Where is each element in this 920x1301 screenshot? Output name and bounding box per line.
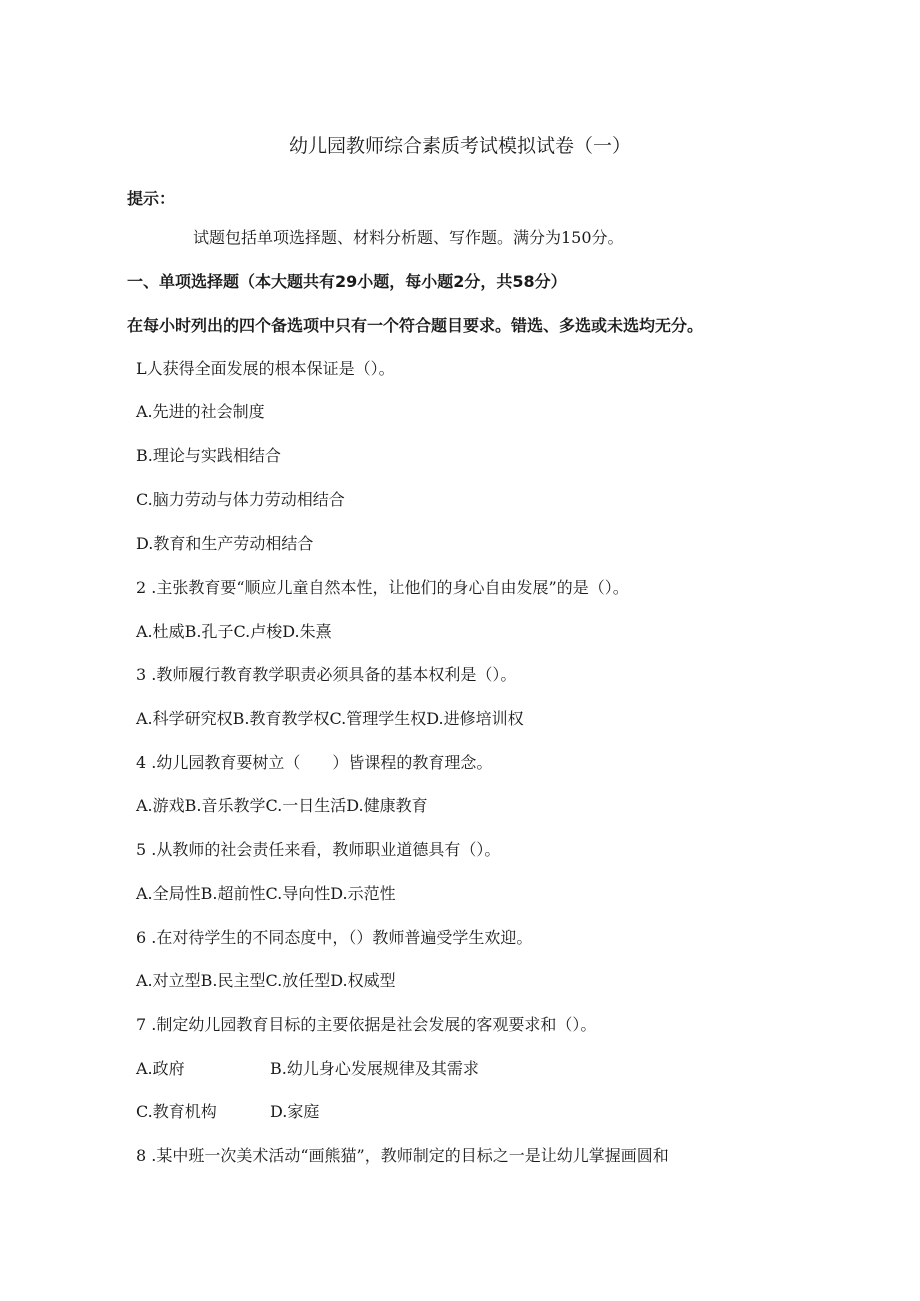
question-1-option-b: B.理论与实践相结合: [136, 446, 281, 465]
question-6-stem: 6 .在对待学生的不同态度中，（）教师普遍受学生欢迎。: [136, 928, 533, 947]
question-7-option-d: D.家庭: [270, 1102, 320, 1121]
question-1-stem: L人获得全面发展的根本保证是（）。: [136, 359, 395, 378]
question-3-options: A.科学研究权B.教育教学权C.管理学生权D.进修培训权: [136, 709, 524, 728]
hint-text: 试题包括单项选择题、材料分析题、写作题。满分为150分。: [193, 228, 624, 247]
question-7-option-c: C.教育机构: [136, 1102, 217, 1121]
section-heading: 一、单项选择题（本大题共有29小题，每小题2分，共58分）: [127, 272, 567, 291]
question-8-stem: 8 .某中班一次美术活动“画熊猫”，教师制定的目标之一是让幼儿掌握画圆和: [136, 1146, 669, 1165]
question-5-options: A.全局性B.超前性C.导向性D.示范性: [136, 884, 396, 903]
question-6-options: A.对立型B.民主型C.放任型D.权威型: [136, 971, 396, 990]
question-7-stem: 7 .制定幼儿园教育目标的主要依据是社会发展的客观要求和（）。: [136, 1015, 597, 1034]
question-4-options: A.游戏B.音乐教学C.一日生活D.健康教育: [136, 796, 428, 815]
question-7-option-a: A.政府: [136, 1059, 185, 1078]
question-1-option-d: D.教育和生产劳动相结合: [136, 534, 314, 553]
page-title: 幼儿园教师综合素质考试模拟试卷（一）: [288, 135, 631, 157]
section-instruction: 在每小时列出的四个备选项中只有一个符合题目要求。错选、多选或未选均无分。: [127, 316, 704, 335]
question-5-stem: 5 .从教师的社会责任来看，教师职业道德具有（）。: [136, 840, 501, 859]
question-1-option-c: C.脑力劳动与体力劳动相结合: [136, 490, 345, 509]
question-4-stem: 4 .幼儿园教育要树立（ ）皆课程的教育理念。: [136, 753, 493, 772]
question-2-options: A.杜威B.孔子C.卢梭D.朱熹: [136, 622, 332, 641]
question-2-stem: 2 .主张教育要“顺应儿童自然本性，让他们的身心自由发展”的是（）。: [136, 578, 629, 597]
question-1-option-a: A.先进的社会制度: [136, 402, 265, 421]
question-7-option-b: B.幼儿身心发展规律及其需求: [270, 1059, 479, 1078]
question-3-stem: 3 .教师履行教育教学职责必须具备的基本权利是（）。: [136, 665, 517, 684]
hint-label: 提示：: [127, 189, 176, 208]
